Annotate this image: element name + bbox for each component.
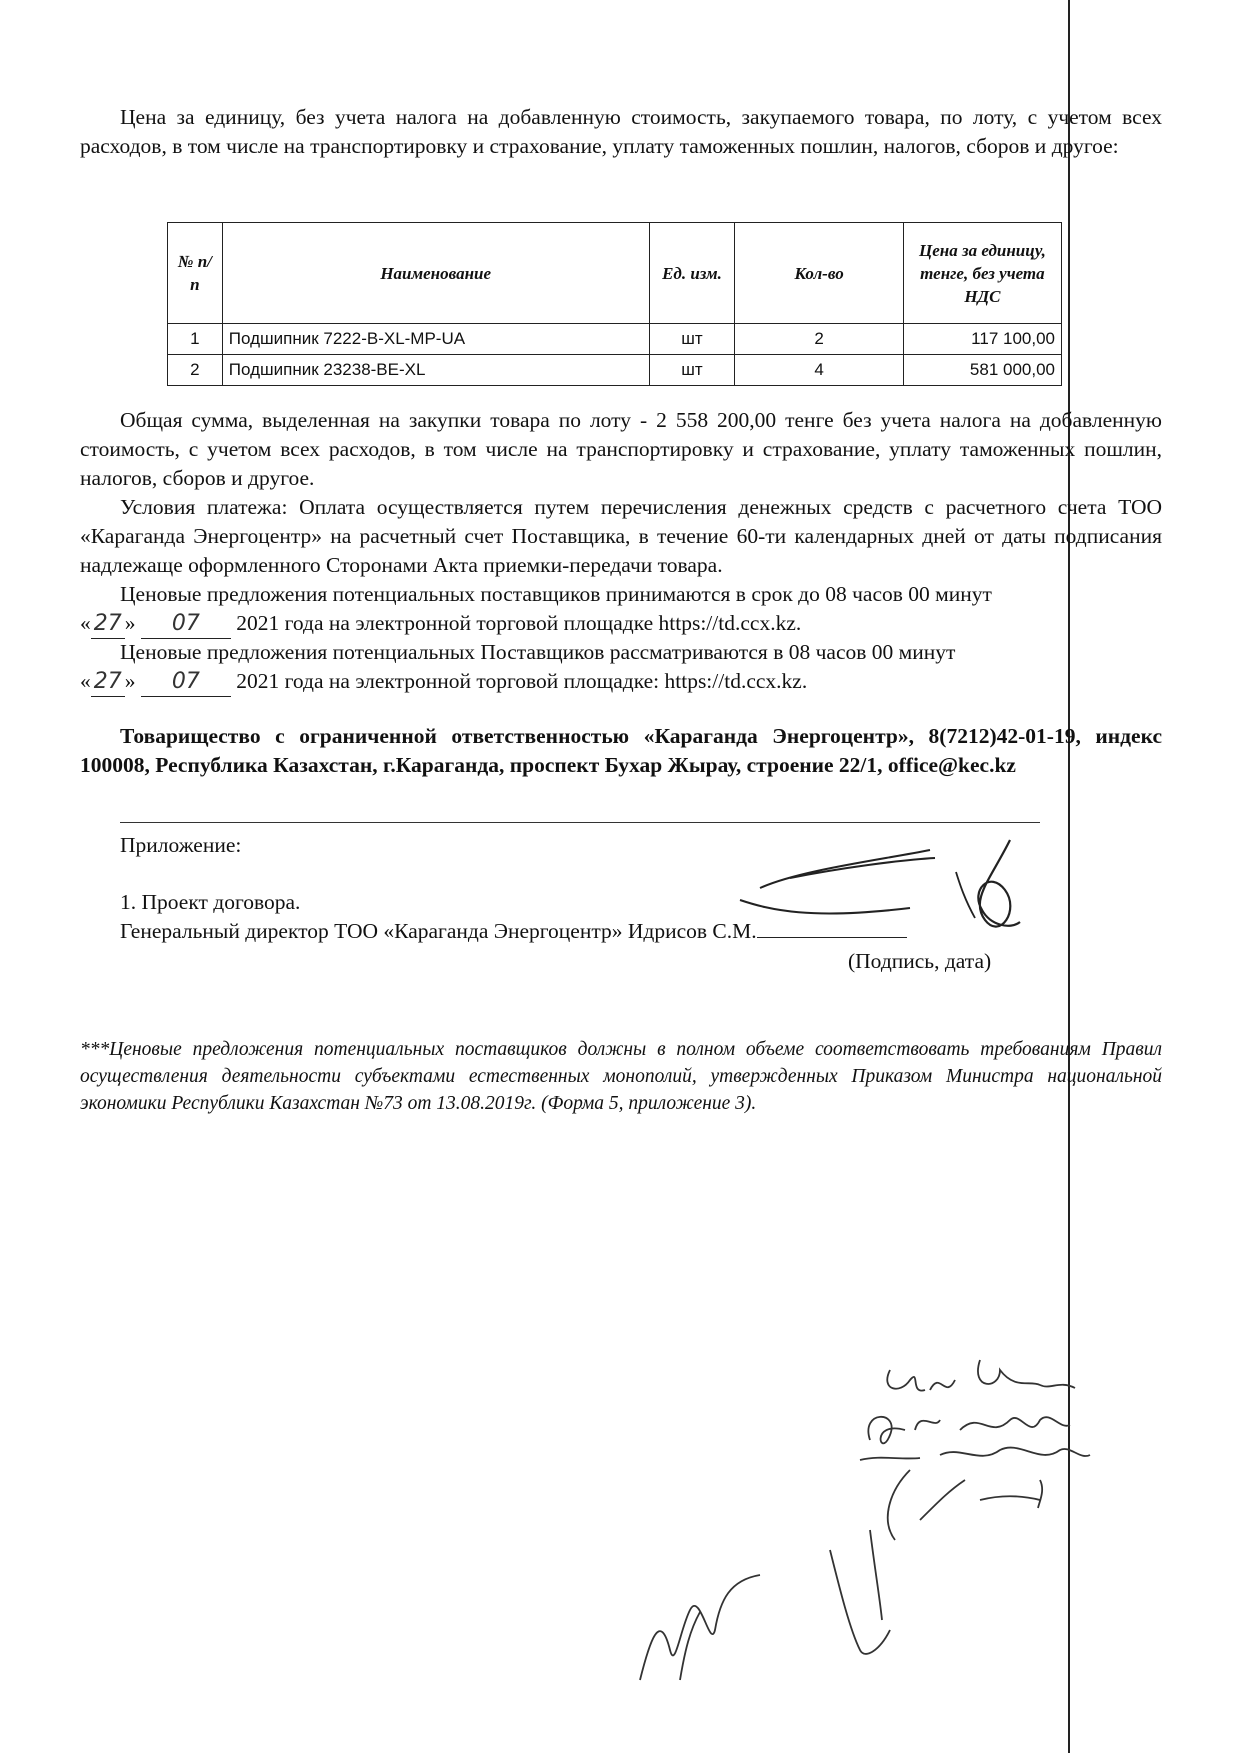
footnote: ***Ценовые предложения потенциальных поставщиков должны в полном объеме соответствовать требованиям Правил осуществления деятельности субъектами естественных монополий, утвержденных Приказом Министра национальной экономики Республики Казахстан №73 от 13.08.2019г. (Форма 5, приложение 3). <box>80 1039 1162 1114</box>
header-name: Наименование <box>222 223 649 324</box>
director-signature-image <box>720 830 1060 950</box>
accept-quote-open: « <box>80 611 91 635</box>
accept-text-2: 2021 года на электронной торговой площадке https://td.ccx.kz. <box>236 611 802 635</box>
items-table <box>167 222 1062 386</box>
cell-unit: шт <box>649 355 735 386</box>
accept-paragraph <box>80 580 1162 639</box>
appendix-item: 1. Проект договора. <box>120 890 301 914</box>
table-row <box>168 355 1062 386</box>
accept-day-handwritten: 27 <box>91 609 125 639</box>
cell-name: Подшипник 23238-BE-XL <box>222 355 649 386</box>
cell-qty: 2 <box>735 324 903 355</box>
intro-paragraph: Цена за единицу, без учета налога на добавленную стоимость, закупаемого товара, по лоту, с учетом всех расходов, в том числе на транспортировку и страхование, уплату таможенных пошлин, налогов, сборов и другое: <box>80 105 1162 158</box>
accept-month-handwritten: 07 <box>141 609 231 639</box>
review-day-handwritten: 27 <box>91 667 125 697</box>
review-text: Ценовые предложения потенциальных Поставщиков рассматриваются в 08 часов 00 минут <box>120 640 956 664</box>
appendix-label: Приложение: <box>120 833 242 857</box>
review-text-2: 2021 года на электронной торговой площадке: https://td.ccx.kz. <box>236 669 808 693</box>
review-date-line <box>80 667 1162 697</box>
total-paragraph: Общая сумма, выделенная на закупки товара по лоту - 2 558 200,00 тенге без учета налога на добавленную стоимость, с учетом всех расходов, в том числе на транспортировку и страхование, уплату таможенных пошлин, налогов, сборов и другое. <box>80 408 1162 490</box>
cell-price: 581 000,00 <box>903 355 1061 386</box>
accept-text: Ценовые предложения потенциальных поставщиков принимаются в срок до 08 часов 00 минут <box>120 582 992 606</box>
commission-signatures-image <box>620 1350 1140 1710</box>
separator-line <box>120 822 1040 823</box>
payment-paragraph: Условия платежа: Оплата осуществляется путем перечисления денежных средств с расчетного счета ТОО «Караганда Энергоцентр» на расчетный счет Поставщика, в течение 60-ти календарных дней от даты подписания надлежаще оформленного Сторонами Акта приемки-передачи товара. <box>80 495 1162 577</box>
header-price: Цена за единицу, тенге, без учета НДС <box>903 223 1061 324</box>
review-quote-open: « <box>80 669 91 693</box>
table-row <box>168 324 1062 355</box>
review-paragraph <box>80 638 1162 697</box>
cell-num: 1 <box>168 324 223 355</box>
cell-qty: 4 <box>735 355 903 386</box>
review-quote-close: » <box>124 669 136 693</box>
signature-caption: (Подпись, дата) <box>848 949 992 973</box>
director-text: Генеральный директор ТОО «Караганда Энергоцентр» Идрисов С.М. <box>120 919 757 943</box>
header-unit: Ед. изм. <box>649 223 735 324</box>
cell-price: 117 100,00 <box>903 324 1061 355</box>
cell-name: Подшипник 7222-B-XL-MP-UA <box>222 324 649 355</box>
cell-num: 2 <box>168 355 223 386</box>
cell-unit: шт <box>649 324 735 355</box>
header-qty: Кол-во <box>735 223 903 324</box>
accept-date-line <box>80 609 1162 639</box>
accept-quote-close: » <box>124 611 136 635</box>
header-num: № п/п <box>168 223 223 324</box>
table-header-row <box>168 223 1062 324</box>
company-block: Товарищество с ограниченной ответственностью «Караганда Энергоцентр», 8(7212)42-01-19, индекс 100008, Республика Казахстан, г.Караганда, проспект Бухар Жырау, строение 22/1, office@kec.kz <box>80 724 1162 777</box>
review-month-handwritten: 07 <box>141 667 231 697</box>
